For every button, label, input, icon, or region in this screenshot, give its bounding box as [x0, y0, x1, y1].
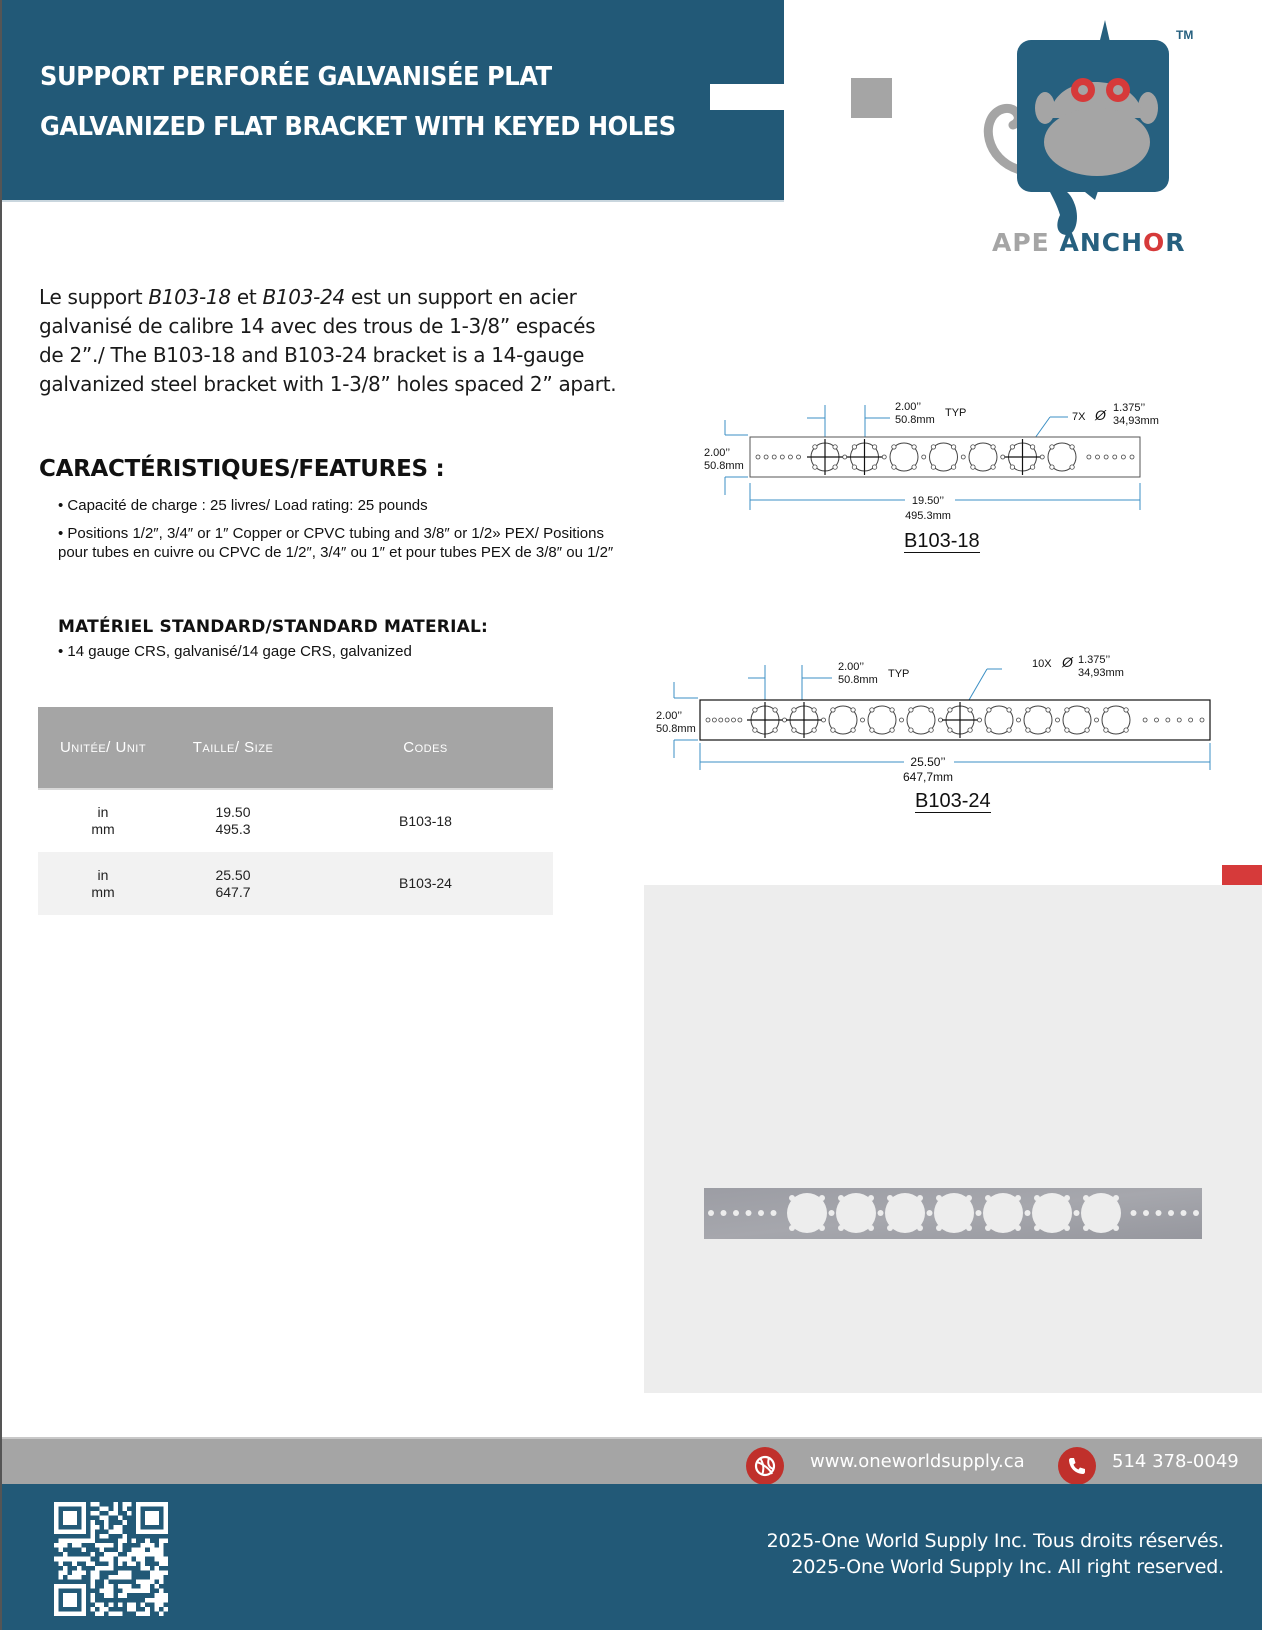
photo-key-notch: [887, 1195, 893, 1201]
phone-link[interactable]: 514 378-0049: [1112, 1451, 1239, 1472]
photo-key-notch: [1064, 1195, 1070, 1201]
small-hole: [1154, 718, 1158, 722]
feature-item-positions: • Positions 1/2″, 3/4″ or 1″ Copper or CPVC tubing and 3/8″ or 1/2» PEX/ Positions pour tubes en cuivre ou CPVC de 1/2″, 3/4″ ou 1″ et pour tubes PEX de 3/8″ ou 1/2″: [58, 525, 614, 561]
photo-small-hole: [829, 1210, 835, 1216]
small-hole: [738, 718, 742, 722]
length-in-label: 25.50’’: [910, 755, 946, 769]
key-notch: [971, 465, 975, 469]
photo-key-notch: [789, 1225, 795, 1231]
key-notch: [931, 445, 935, 449]
small-hole: [861, 718, 865, 722]
key-notch: [1085, 728, 1089, 732]
small-hole: [764, 455, 768, 459]
small-hole: [1166, 718, 1170, 722]
small-hole: [1095, 718, 1099, 722]
title-english: GALVANIZED FLAT BRACKET WITH KEYED HOLES: [40, 112, 676, 142]
photo-small-hole: [721, 1210, 727, 1216]
photo-key-notch: [985, 1195, 991, 1201]
photo-key-notch: [936, 1225, 942, 1231]
key-notch: [812, 728, 816, 732]
key-notch: [872, 445, 876, 449]
key-notch: [951, 465, 955, 469]
small-hole: [1177, 718, 1181, 722]
photo-key-notch: [819, 1195, 825, 1201]
photo-key-notch: [887, 1225, 893, 1231]
key-notch: [773, 708, 777, 712]
photo-key-notch: [838, 1195, 844, 1201]
small-hole: [783, 718, 787, 722]
key-notch: [870, 728, 874, 732]
photo-small-hole: [746, 1210, 752, 1216]
small-hole: [719, 718, 723, 722]
technical-drawing-b103-24: [652, 650, 1232, 785]
photo-key-notch: [1015, 1225, 1021, 1231]
key-notch: [892, 465, 896, 469]
intro-text: Le support: [39, 285, 149, 309]
size-in: 19.50: [215, 804, 251, 820]
unit-mm: mm: [91, 821, 115, 837]
copyright-french: 2025-One World Supply Inc. Tous droits réservés.: [766, 1530, 1224, 1552]
photo-key-notch: [966, 1225, 972, 1231]
key-notch: [991, 445, 995, 449]
table-row: [38, 789, 553, 852]
key-notch: [753, 728, 757, 732]
key-notch: [948, 728, 952, 732]
hole-count-label: 7X: [1072, 411, 1086, 423]
photo-key-notch: [868, 1225, 874, 1231]
key-notch: [987, 708, 991, 712]
hole-dia-mm-label: 34,93mm: [1078, 667, 1124, 679]
height-mm-label: 50.8mm: [704, 460, 744, 472]
photo-key-notch: [966, 1195, 972, 1201]
photo-small-hole: [1193, 1210, 1199, 1216]
spec-table: [38, 707, 553, 915]
size-mm: 647.7: [215, 883, 251, 900]
technical-drawing-b103-18: [700, 395, 1180, 530]
table-row: [38, 852, 553, 915]
small-hole: [1104, 455, 1108, 459]
brand-wordmark: [992, 228, 1186, 257]
photo-small-hole: [733, 1210, 739, 1216]
key-notch: [1050, 445, 1054, 449]
title-french: SUPPORT PERFORÉE GALVANISÉE PLAT: [40, 62, 552, 92]
key-notch: [912, 445, 916, 449]
key-notch: [1124, 708, 1128, 712]
photo-small-hole: [1143, 1210, 1149, 1216]
small-hole: [725, 718, 729, 722]
photo-key-notch: [985, 1225, 991, 1231]
key-notch: [792, 728, 796, 732]
small-hole: [1200, 718, 1204, 722]
diameter-symbol: Ø: [1062, 654, 1073, 670]
photo-small-hole: [1168, 1210, 1174, 1216]
photo-small-hole: [758, 1210, 764, 1216]
photo-key-notch: [1083, 1225, 1089, 1231]
model-ref-b103-24: B103-24: [262, 285, 345, 309]
small-hole: [1121, 455, 1125, 459]
key-notch: [833, 465, 837, 469]
photo-key-notch: [1064, 1225, 1070, 1231]
copyright: [767, 1528, 1224, 1580]
key-notch: [1065, 728, 1069, 732]
brand-word-anchor-o: O: [1143, 228, 1166, 257]
photo-small-hole: [1074, 1210, 1080, 1216]
small-hole: [1001, 455, 1005, 459]
key-notch: [987, 728, 991, 732]
unit-mm: mm: [91, 883, 115, 900]
key-notch: [813, 445, 817, 449]
key-notch: [971, 445, 975, 449]
key-notch: [968, 728, 972, 732]
small-hole: [712, 718, 716, 722]
key-notch: [1046, 728, 1050, 732]
photo-key-notch: [936, 1195, 942, 1201]
small-hole: [882, 455, 886, 459]
small-hole: [922, 455, 926, 459]
photo-key-notch: [838, 1225, 844, 1231]
length-in-label: 19.50’’: [911, 495, 945, 507]
key-notch: [951, 445, 955, 449]
key-notch: [1007, 708, 1011, 712]
brand-word-ape: APE: [992, 228, 1050, 257]
small-hole: [732, 718, 736, 722]
key-notch: [892, 445, 896, 449]
small-hole: [1017, 718, 1021, 722]
key-notch: [909, 708, 913, 712]
small-hole: [772, 455, 776, 459]
key-notch: [1050, 465, 1054, 469]
trademark-symbol: TM: [1176, 28, 1194, 42]
key-notch: [812, 708, 816, 712]
key-notch: [1124, 728, 1128, 732]
key-notch: [852, 465, 856, 469]
model-label-b103-18: B103-18: [904, 530, 980, 552]
column-header-unit: Unitée/ Unit: [38, 707, 168, 789]
length-mm-label: 495.3mm: [905, 510, 951, 522]
bracket-product-photo: [704, 1188, 1204, 1243]
key-notch: [1070, 445, 1074, 449]
small-hole: [1113, 455, 1117, 459]
website-link[interactable]: www.oneworldsupply.ca: [810, 1451, 1025, 1472]
copyright-english: 2025-One World Supply Inc. All right reserved.: [791, 1556, 1224, 1578]
banner-notch: [710, 84, 786, 110]
photo-small-hole: [1025, 1210, 1031, 1216]
table-header-row: [38, 707, 553, 789]
key-notch: [1065, 708, 1069, 712]
cell-size: [168, 789, 298, 852]
small-hole: [706, 718, 710, 722]
key-notch: [909, 728, 913, 732]
hole-dia-in-label: 1.375’’: [1078, 654, 1111, 666]
product-photo-panel: [644, 885, 1262, 1393]
height-in-label: 2.00’’: [704, 447, 731, 459]
contact-bar: [2, 1437, 1262, 1484]
spacing-mm-label: 50.8mm: [838, 674, 878, 686]
cell-unit: [38, 789, 168, 852]
key-notch: [1046, 708, 1050, 712]
hole-dia-in-label: 1.375’’: [1113, 402, 1146, 414]
hole-count-label: 10X: [1032, 658, 1052, 670]
small-hole: [900, 718, 904, 722]
spacing-in-label: 2.00’’: [895, 401, 922, 413]
material-item: • 14 gauge CRS, galvanisé/14 gage CRS, galvanized: [58, 643, 412, 660]
decorative-square: [851, 78, 892, 118]
small-hole: [978, 718, 982, 722]
cell-size: [168, 852, 298, 915]
cell-unit: [38, 852, 168, 915]
key-notch: [813, 465, 817, 469]
key-notch: [1026, 708, 1030, 712]
spacing-mm-label: 50.8mm: [895, 414, 935, 426]
intro-text: et: [230, 285, 263, 309]
small-hole: [1056, 718, 1060, 722]
small-hole: [1096, 455, 1100, 459]
photo-small-hole: [1156, 1210, 1162, 1216]
key-notch: [929, 708, 933, 712]
key-notch: [792, 708, 796, 712]
key-notch: [851, 728, 855, 732]
model-ref-b103-18: B103-18: [148, 285, 231, 309]
website-globe-icon[interactable]: [746, 1447, 784, 1485]
small-hole: [780, 455, 784, 459]
key-notch: [870, 708, 874, 712]
page-border: [0, 0, 2, 1630]
key-notch: [753, 708, 757, 712]
small-hole: [788, 455, 792, 459]
key-notch: [912, 465, 916, 469]
qr-code-icon[interactable]: [54, 1502, 168, 1616]
column-header-size: Taille/ Size: [168, 707, 298, 789]
key-notch: [851, 708, 855, 712]
key-notch: [991, 465, 995, 469]
small-hole: [1143, 718, 1147, 722]
photo-small-hole: [927, 1210, 933, 1216]
key-notch: [773, 728, 777, 732]
size-in: 25.50: [215, 866, 251, 883]
features-list: [58, 496, 618, 571]
small-hole: [1087, 455, 1091, 459]
cell-code: B103-18: [399, 812, 452, 829]
photo-key-notch: [1034, 1195, 1040, 1201]
cell-code: B103-24: [298, 852, 553, 915]
key-notch: [968, 708, 972, 712]
photo-key-notch: [1015, 1195, 1021, 1201]
key-notch: [890, 708, 894, 712]
small-hole: [961, 455, 965, 459]
photo-key-notch: [1113, 1195, 1119, 1201]
unit-in: in: [97, 866, 109, 883]
model-label-b103-24: B103-24: [915, 790, 991, 812]
key-notch: [1030, 465, 1034, 469]
key-notch: [1010, 465, 1014, 469]
photo-small-hole: [1181, 1210, 1187, 1216]
typ-label: TYP: [888, 668, 910, 680]
photo-key-notch: [1034, 1225, 1040, 1231]
small-hole: [756, 455, 760, 459]
photo-small-hole: [1131, 1210, 1137, 1216]
phone-icon[interactable]: [1058, 1447, 1096, 1485]
height-mm-label: 50.8mm: [656, 723, 696, 735]
height-in-label: 2.00’’: [656, 710, 683, 722]
key-notch: [831, 708, 835, 712]
size-mm: 495.3: [215, 821, 251, 837]
photo-key-notch: [1113, 1225, 1119, 1231]
key-notch: [831, 728, 835, 732]
photo-small-hole: [708, 1210, 714, 1216]
key-notch: [1010, 445, 1014, 449]
spacing-in-label: 2.00’’: [838, 661, 865, 673]
diameter-symbol: Ø: [1095, 407, 1106, 423]
photo-small-hole: [878, 1210, 884, 1216]
features-heading: CARACTÉRISTIQUES/FEATURES :: [39, 456, 445, 482]
small-hole: [1189, 718, 1193, 722]
small-hole: [797, 455, 801, 459]
key-notch: [1026, 728, 1030, 732]
small-hole: [822, 718, 826, 722]
key-notch: [948, 708, 952, 712]
key-notch: [929, 728, 933, 732]
key-notch: [1007, 728, 1011, 732]
length-mm-label: 647,7mm: [902, 770, 954, 784]
photo-small-hole: [771, 1210, 777, 1216]
key-notch: [1104, 708, 1108, 712]
brand-word-anchor-r: R: [1165, 228, 1186, 257]
typ-label: TYP: [945, 407, 967, 419]
key-notch: [1085, 708, 1089, 712]
key-notch: [852, 445, 856, 449]
unit-in: in: [97, 804, 109, 820]
feature-item-load-rating: • Capacité de charge : 25 livres/ Load rating: 25 pounds: [58, 497, 428, 514]
decorative-red-tab: [1222, 865, 1262, 885]
material-heading: MATÉRIEL STANDARD/STANDARD MATERIAL:: [58, 617, 488, 637]
photo-key-notch: [868, 1195, 874, 1201]
key-notch: [931, 465, 935, 469]
key-notch: [890, 728, 894, 732]
small-hole: [1040, 455, 1044, 459]
footer: [2, 1484, 1262, 1630]
key-notch: [872, 465, 876, 469]
photo-small-hole: [976, 1210, 982, 1216]
key-notch: [1070, 465, 1074, 469]
header-banner: [2, 0, 784, 202]
small-hole: [1130, 455, 1134, 459]
small-hole: [843, 455, 847, 459]
key-notch: [1104, 728, 1108, 732]
column-header-codes: Codes: [298, 707, 553, 789]
photo-key-notch: [917, 1195, 923, 1201]
hole-dia-mm-label: 34,93mm: [1113, 415, 1159, 427]
intro-paragraph: [39, 283, 619, 399]
brand-word-anchor-a: ANCH: [1059, 228, 1144, 257]
photo-key-notch: [1083, 1195, 1089, 1201]
key-notch: [833, 445, 837, 449]
photo-key-notch: [819, 1225, 825, 1231]
photo-key-notch: [917, 1225, 923, 1231]
key-notch: [1030, 445, 1034, 449]
ape-anchor-logo-icon: [975, 20, 1215, 260]
small-hole: [939, 718, 943, 722]
photo-key-notch: [789, 1195, 795, 1201]
intro-text: est un support en acier galvanisé de calibre 14 avec des trous de 1-3/8” espacés de 2”./ The B103-18 and B103-24 bracket is a 14-gauge galvanized steel bracket with 1-3/8” holes spaced 2” apart.: [39, 285, 617, 396]
